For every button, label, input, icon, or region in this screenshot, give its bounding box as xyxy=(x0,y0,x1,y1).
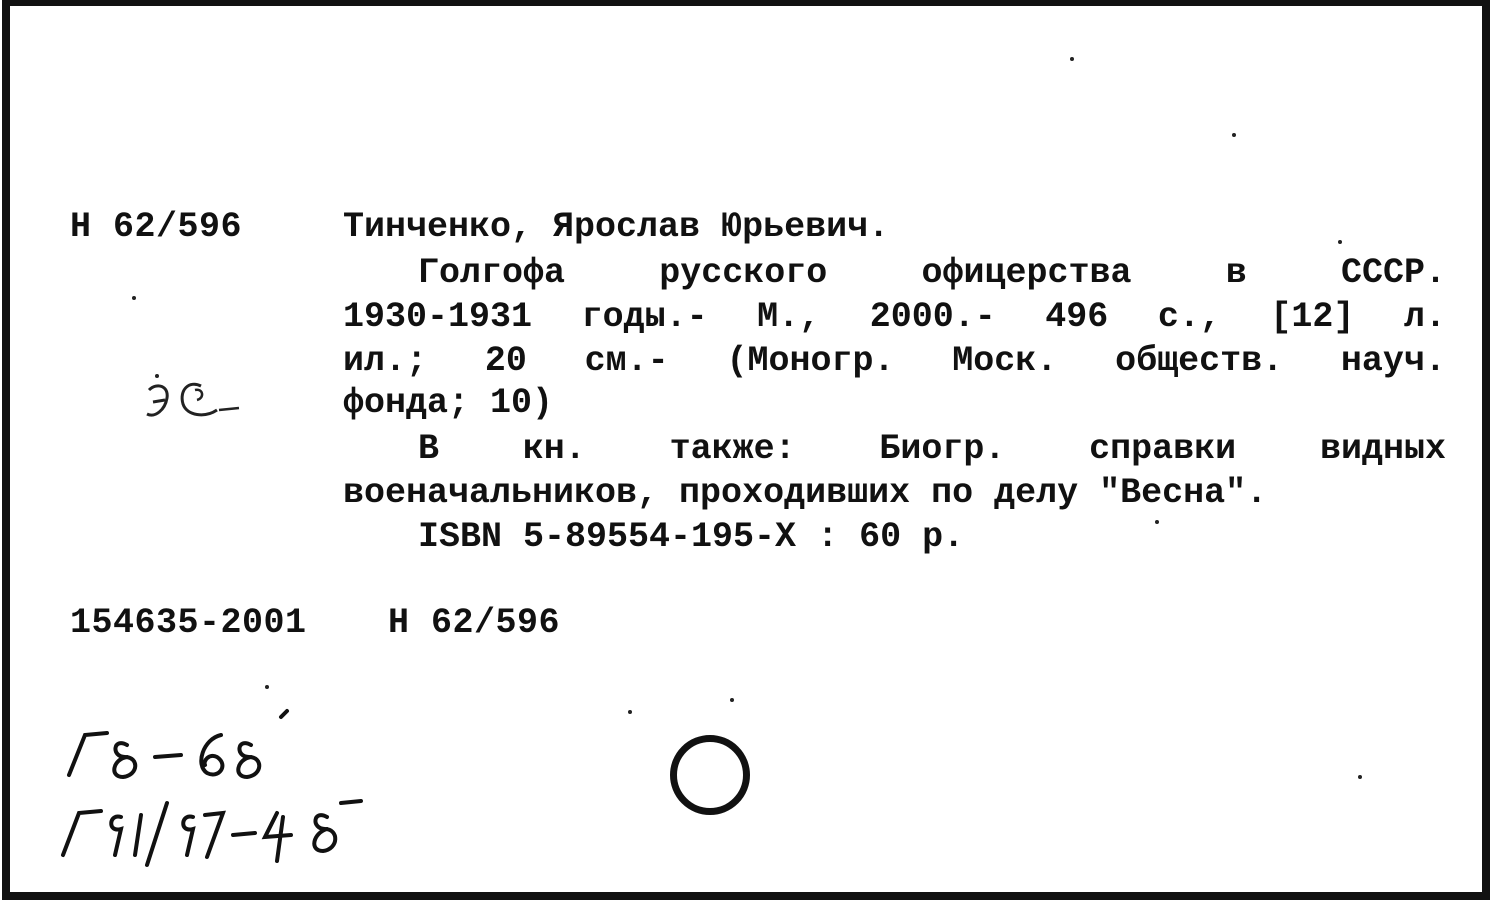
title-word: русского xyxy=(659,253,828,293)
title-word: 1930-1931 xyxy=(343,297,533,337)
title-word: 2000.- xyxy=(869,297,996,337)
note-line-1 xyxy=(418,429,1446,469)
handwritten-mark xyxy=(135,368,245,438)
title-word: Голгофа xyxy=(418,253,566,293)
title-word: Моск. xyxy=(952,341,1058,381)
isbn: ISBN 5-89554-195-X : 60 р. xyxy=(418,517,965,557)
title-line-2 xyxy=(343,297,1446,337)
note-word: видных xyxy=(1319,429,1446,469)
scan-speck xyxy=(1358,775,1362,779)
title-word: годы.- xyxy=(581,297,708,337)
title-word: [12] xyxy=(1270,297,1355,337)
title-line-1 xyxy=(418,253,1446,293)
note-word: также: xyxy=(669,429,796,469)
title-word: 496 xyxy=(1045,297,1109,337)
note-word: Биогр. xyxy=(879,429,1006,469)
note-word: справки xyxy=(1089,429,1237,469)
shelfmark-bottom: Н 62/596 xyxy=(388,603,561,643)
scan-speck xyxy=(1155,520,1159,524)
title-word: в xyxy=(1225,253,1247,293)
note-word: кн. xyxy=(522,429,586,469)
note-line-2: военачальников, проходивших по делу "Весна". xyxy=(343,473,1268,513)
title-line-3 xyxy=(343,341,1446,381)
title-word: ил.; xyxy=(343,341,428,381)
title-word: л. xyxy=(1403,297,1446,337)
title-word: М., xyxy=(757,297,821,337)
title-word: см.- xyxy=(584,341,669,381)
punch-hole-circle xyxy=(670,735,750,815)
title-word: СССР. xyxy=(1340,253,1446,293)
title-word: науч. xyxy=(1340,341,1446,381)
scan-speck xyxy=(1070,57,1074,61)
accession-number: 154635-2001 xyxy=(70,603,307,643)
title-word: 20 xyxy=(484,341,527,381)
shelfmark: Н 62/596 xyxy=(70,207,243,247)
title-line-4: фонда; 10) xyxy=(343,383,554,423)
scan-speck xyxy=(132,296,136,300)
scan-speck xyxy=(265,685,269,689)
author: Тинченко, Ярослав Юрьевич. xyxy=(343,207,890,247)
note-word: В xyxy=(418,429,440,469)
title-word: офицерства xyxy=(921,253,1132,293)
title-word: с., xyxy=(1157,297,1221,337)
scan-speck xyxy=(1232,133,1236,137)
title-word: обществ. xyxy=(1115,341,1284,381)
scan-speck xyxy=(730,698,734,702)
scan-speck xyxy=(1338,240,1342,244)
handwritten-codes xyxy=(55,705,385,885)
scan-speck xyxy=(628,710,632,714)
title-word: (Моногр. xyxy=(726,341,895,381)
